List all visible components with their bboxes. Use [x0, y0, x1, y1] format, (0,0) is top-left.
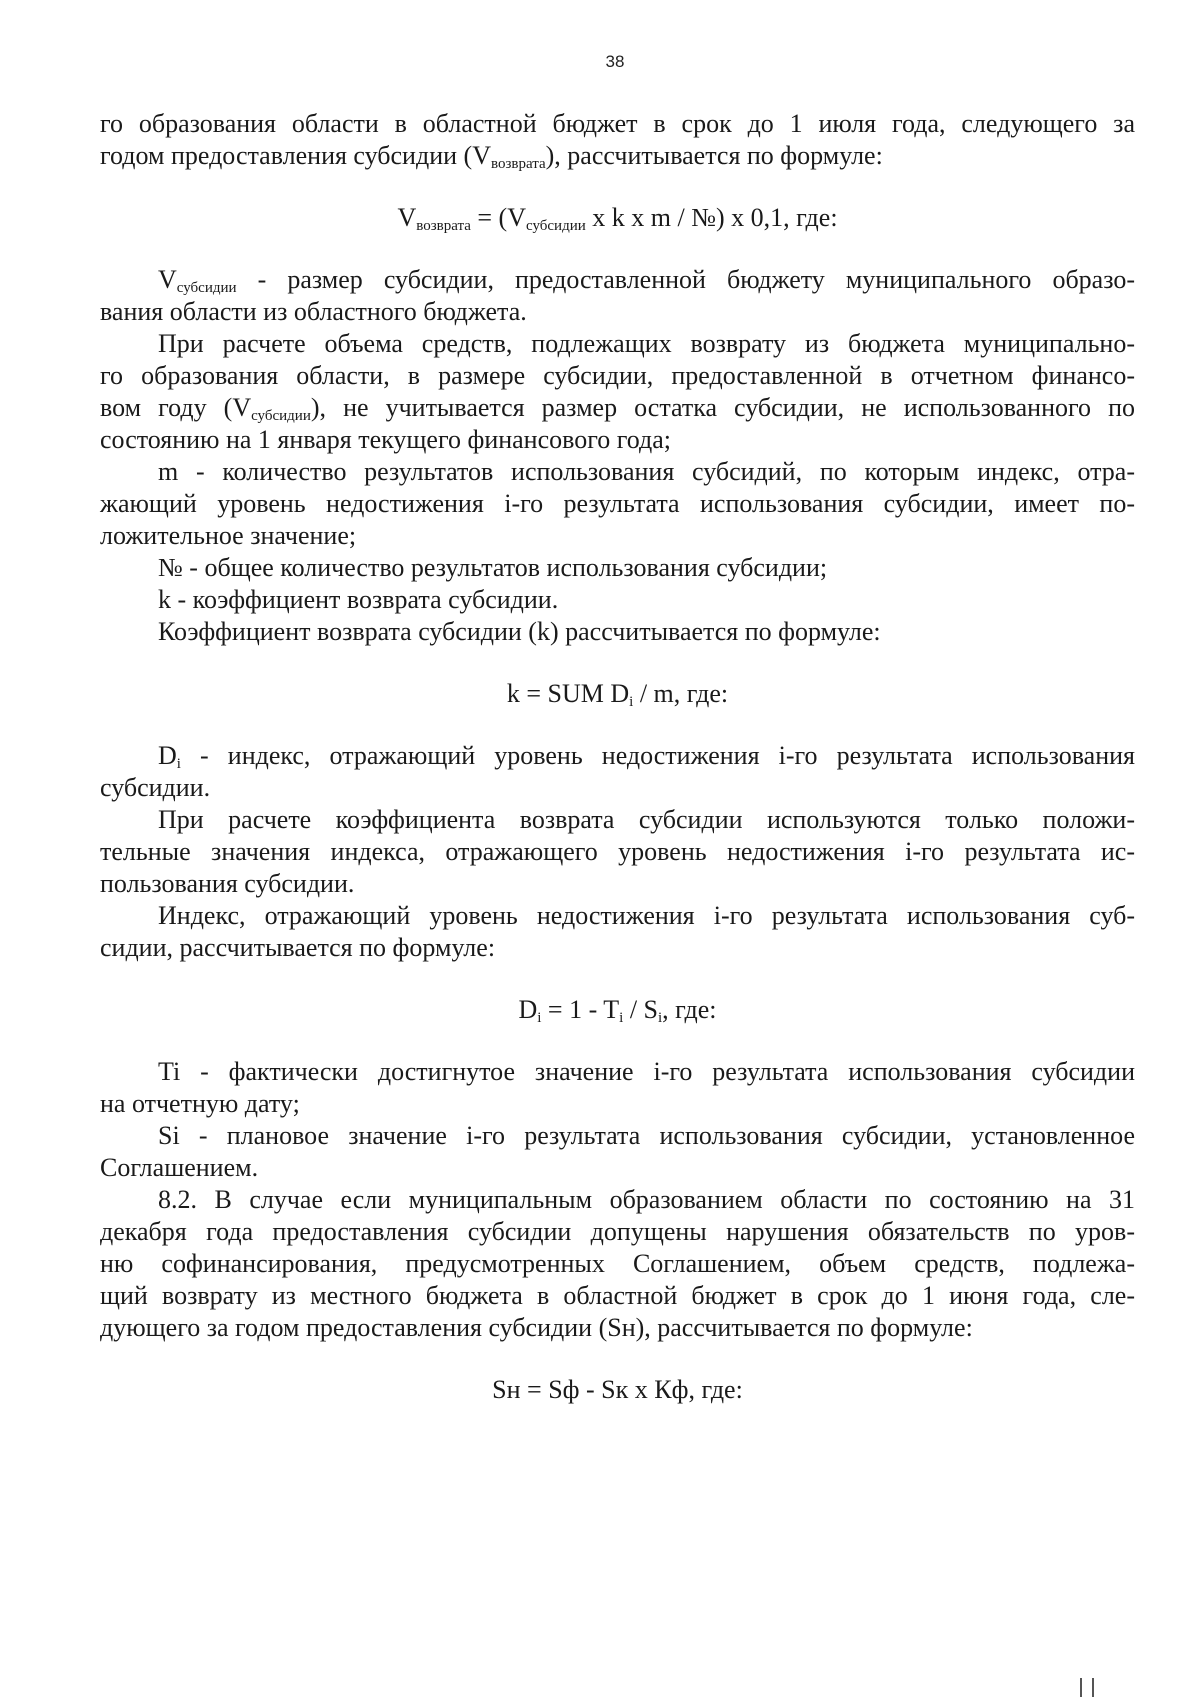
paragraph-calculation-note — [100, 328, 1135, 456]
text-line: Соглашением. — [100, 1153, 259, 1182]
text-line: субсидии. — [100, 773, 211, 802]
paragraph-subsidy-size — [100, 264, 1135, 328]
text-line: сидии, рассчитывается по формуле: — [100, 933, 496, 962]
formula-cofinancing-return: Sн = Sф - Sк x Кф, где: — [492, 1375, 743, 1404]
text-line: щий возврату из местного бюджета в областной бюджет в срок до 1 июня года, сле- — [100, 1281, 1135, 1310]
paragraph-index-formula-intro — [100, 900, 1135, 964]
formula-return-coefficient: k = SUM $D_i$ / m, где: — [506, 679, 729, 710]
text-line: 8.2. В случае если муниципальным образованием области по состоянию на 31 — [158, 1185, 1135, 1214]
text-line: пользования субсидии. — [100, 869, 355, 898]
text-line: тельные значения индекса, отражающего уровень недостижения i-го результата ис- — [100, 837, 1135, 866]
text-line — [100, 140, 1135, 172]
text-line: вания области из областного бюджета. — [100, 297, 527, 326]
text-line: декабря года предоставления субсидии допущены нарушения обязательств по уров- — [100, 1217, 1135, 1246]
text-line: ню софинансирования, предусмотренных Соглашением, объем средств, подлежа- — [100, 1249, 1135, 1278]
text-line: го образования области, в размере субсидии, предоставленной в отчетном финансо- — [100, 361, 1135, 390]
text-line: m - количество результатов использования субсидий, по которым индекс, отра- — [158, 457, 1135, 486]
scan-artifact — [1078, 1678, 1098, 1697]
text-fragment: ), рассчитывается по формуле: — [545, 141, 883, 170]
text-line: Ti - фактически достигнутое значение i-го результата использования субсидии — [158, 1057, 1135, 1086]
paragraph-di-definition — [100, 740, 1135, 804]
text-line: $V_{субсидии}$ - размер субсидии, предоставленной бюджету муниципального образо- — [158, 265, 1135, 296]
text-line: ложительное значение; — [100, 521, 357, 550]
text-line: $D_i$ - индекс, отражающий уровень недостижения i-го результата использования — [158, 741, 1135, 772]
text-fragment: годом предоставления субсидии (V — [100, 141, 491, 170]
formula-index: $D_i = 1 - T_i / S_i$, где: — [518, 995, 717, 1026]
text-line: При расчете коэффициента возврата субсидии используются только положи- — [158, 805, 1135, 834]
paragraph-positive-values — [100, 804, 1135, 900]
paragraph-ti-definition — [100, 1056, 1135, 1120]
text-line: Индекс, отражающий уровень недостижения i-го результата использования суб- — [158, 901, 1135, 930]
paragraph-intro — [100, 108, 1135, 172]
text-line: го образования области в областной бюджет в срок до 1 июля года, следующего за — [100, 109, 1135, 138]
formula-return-volume: $V_{возврата} = (V_{субсидии}$ x k x m / №) x 0,1, где: — [397, 203, 838, 234]
text-line: дующего за годом предоставления субсидии (Sн), рассчитывается по формуле: — [100, 1313, 973, 1342]
text-line: Si - плановое значение i-го результата использования субсидии, установленное — [158, 1121, 1135, 1150]
paragraph-k-formula-intro: Коэффициент возврата субсидии (k) рассчитывается по формуле: — [158, 617, 881, 646]
paragraph-si-definition — [100, 1120, 1135, 1184]
page-number: 38 — [605, 52, 625, 71]
text-line: вом году $(V_{субсидии})$, не учитывается размер остатка субсидии, не использованного по — [100, 393, 1135, 424]
text-line: на отчетную дату; — [100, 1089, 300, 1118]
paragraph-k-definition: k - коэффициент возврата субсидии. — [158, 585, 559, 614]
text-line: жающий уровень недостижения i-го результата использования субсидии, имеет по- — [100, 489, 1135, 518]
document-body — [100, 108, 1135, 1406]
paragraph-m-definition — [100, 456, 1135, 552]
paragraph-section-8-2 — [100, 1184, 1135, 1344]
text-line: состоянию на 1 января текущего финансового года; — [100, 425, 672, 454]
paragraph-n-definition: № - общее количество результатов использования субсидии; — [158, 553, 828, 582]
text-line: При расчете объема средств, подлежащих возврату из бюджета муниципально- — [158, 329, 1135, 358]
subscript: возврата — [490, 156, 546, 172]
